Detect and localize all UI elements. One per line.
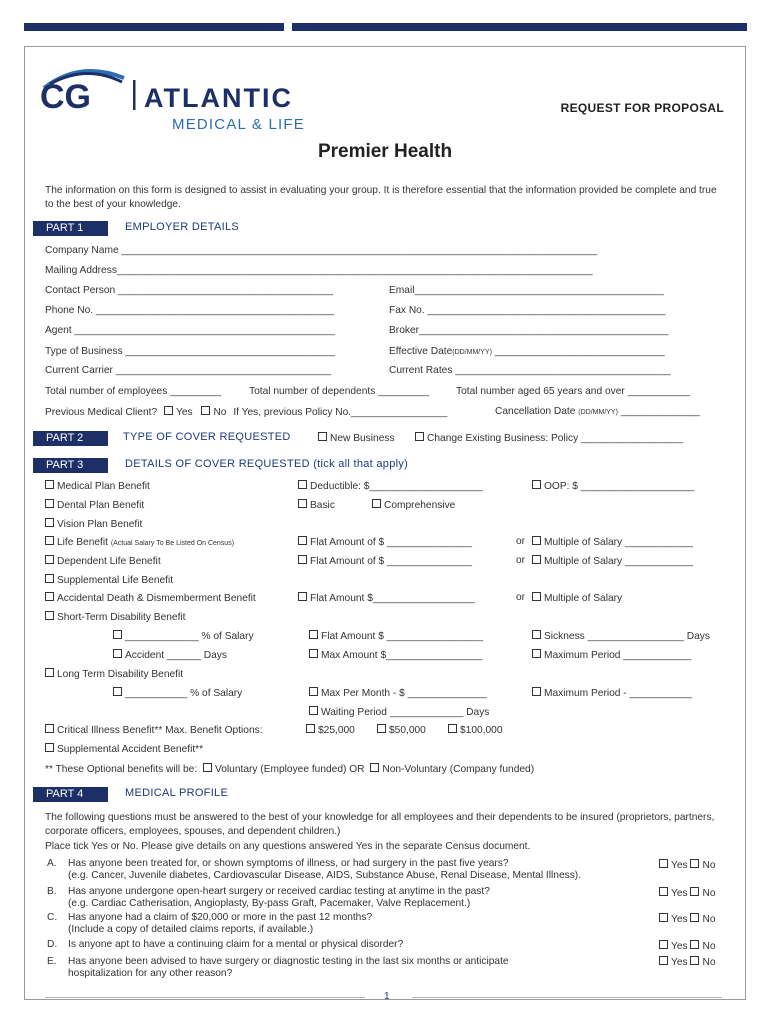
ltd-percent-option[interactable] xyxy=(113,687,242,699)
question-d-yes-label: Yes xyxy=(671,941,688,952)
waiting-period-option[interactable] xyxy=(309,706,489,718)
question-a-yes-checkbox[interactable] xyxy=(659,859,668,868)
current-rates-field[interactable]: Current Rates ______________________________________ xyxy=(389,365,671,376)
question-e-text: Has anyone been advised to have surgery or diagnostic testing in the last six months or anticipate xyxy=(68,956,509,967)
question-c-no-label: No xyxy=(702,914,716,925)
new-business-option[interactable] xyxy=(318,432,395,444)
critical-illness-checkbox[interactable] xyxy=(45,724,54,733)
life-multiple-salary-option[interactable] xyxy=(532,536,693,548)
new-business-label: New Business xyxy=(330,433,395,444)
std-checkbox[interactable] xyxy=(45,611,54,620)
logo-medical-life-text: MEDICAL & LIFE xyxy=(172,116,305,133)
ltd-percent-label: ___________ % of Salary xyxy=(125,688,243,699)
part3-tag: PART 3 xyxy=(33,458,108,473)
accident-checkbox[interactable] xyxy=(113,649,122,658)
effective-date-line: ______________________________ xyxy=(491,346,665,357)
dental-plan-option[interactable] xyxy=(45,499,144,511)
part4-title: MEDICAL PROFILE xyxy=(125,787,229,799)
ltd-percent-checkbox[interactable] xyxy=(113,687,122,696)
previous-client-label: Previous Medical Client? xyxy=(45,407,158,418)
cancellation-format: (DD/MM/YY) xyxy=(578,409,618,416)
dependent-life-checkbox[interactable] xyxy=(45,555,54,564)
max-per-month-label: Max Per Month - $ ______________ xyxy=(321,688,487,699)
question-c-letter: C. xyxy=(47,912,58,923)
previous-client-yes-checkbox[interactable] xyxy=(164,406,173,415)
ltd-option[interactable] xyxy=(45,668,183,680)
question-a-no-label: No xyxy=(702,860,716,871)
part1-tag: PART 1 xyxy=(33,221,108,236)
question-e-answers xyxy=(659,956,716,968)
optional-note: ** These Optional benefits will be: xyxy=(45,764,198,775)
total-dependents-field[interactable]: Total number of dependents _________ xyxy=(249,386,430,397)
email-field[interactable]: Email____________________________________________ xyxy=(389,285,664,296)
option-25000-checkbox[interactable] xyxy=(306,724,315,733)
request-for-proposal-heading: REQUEST FOR PROPOSAL xyxy=(560,101,724,115)
phone-field[interactable]: Phone No. __________________________________________ xyxy=(45,305,334,316)
question-e-note: hospitalization for any other reason? xyxy=(68,968,233,979)
sickness-option[interactable] xyxy=(532,630,710,642)
previous-client-yes-label: Yes xyxy=(175,407,193,418)
medical-plan-option[interactable] xyxy=(45,480,150,492)
question-e-yes-checkbox[interactable] xyxy=(659,956,668,965)
basic-checkbox[interactable] xyxy=(298,499,307,508)
mailing-address-field[interactable]: Mailing Address____________________________________________________________________________________ xyxy=(45,265,593,276)
life-benefit-option[interactable] xyxy=(45,536,234,548)
std-flat-amount-option[interactable] xyxy=(309,630,483,642)
std-label: Short-Term Disability Benefit xyxy=(57,612,186,623)
option-25000-label: $25,000 xyxy=(318,725,355,736)
question-b-note: (e.g. Cardiac Catherisation, Angioplasty, By-pass Graft, Pacemaker, Valve Replacement.) xyxy=(68,898,471,909)
voluntary-checkbox[interactable] xyxy=(203,763,212,772)
dependent-multiple-salary-option[interactable] xyxy=(532,555,693,567)
question-c-yes-checkbox[interactable] xyxy=(659,913,668,922)
accident-option[interactable] xyxy=(113,649,227,661)
medical-plan-label: Medical Plan Benefit xyxy=(57,481,150,492)
logo-atlantic-text: ATLANTIC xyxy=(144,83,293,113)
accident-label: Accident ______ Days xyxy=(125,650,227,661)
supplemental-accident-option[interactable] xyxy=(45,743,203,755)
contact-person-field[interactable]: Contact Person ______________________________________ xyxy=(45,285,334,296)
add-multiple-salary-checkbox[interactable] xyxy=(532,592,541,601)
supplemental-accident-label: Supplemental Accident Benefit** xyxy=(57,744,204,755)
question-d-text: Is anyone apt to have a continuing claim for a mental or physical disorder? xyxy=(68,939,404,950)
question-b-answers xyxy=(659,887,716,899)
deductible-checkbox[interactable] xyxy=(298,480,307,489)
dependent-flat-amount-label: Flat Amount of $ _______________ xyxy=(310,556,472,567)
supplemental-accident-checkbox[interactable] xyxy=(45,743,54,752)
cancellation-line: ______________ xyxy=(617,406,701,417)
cancellation-label: Cancellation Date xyxy=(495,406,576,417)
max-per-month-checkbox[interactable] xyxy=(309,687,318,696)
max-amount-option[interactable] xyxy=(309,649,482,661)
dependent-life-option[interactable] xyxy=(45,555,161,567)
vision-plan-checkbox[interactable] xyxy=(45,518,54,527)
question-c-note: (Include a copy of detailed claims reports, if available.) xyxy=(68,924,314,935)
std-percent-label: _____________ % of Salary xyxy=(125,631,254,642)
option-100000-checkbox[interactable] xyxy=(448,724,457,733)
voluntary-label: Voluntary (Employee funded) OR xyxy=(215,764,365,775)
std-percent-checkbox[interactable] xyxy=(113,630,122,639)
top-bar-left xyxy=(24,23,284,31)
oop-label: OOP: $ ____________________ xyxy=(544,481,695,492)
page-number: 1 xyxy=(384,991,390,1002)
life-flat-amount-checkbox[interactable] xyxy=(298,536,307,545)
cg-atlantic-logo xyxy=(40,62,360,134)
supplemental-life-label: Supplemental Life Benefit xyxy=(57,575,174,586)
deductible-label: Deductible: $____________________ xyxy=(310,481,483,492)
life-benefit-label: Life Benefit xyxy=(57,537,108,548)
medical-plan-checkbox[interactable] xyxy=(45,480,54,489)
change-business-label: Change Existing Business: Policy __________________ xyxy=(427,433,684,444)
previous-client-no-checkbox[interactable] xyxy=(201,406,210,415)
total-aged-field[interactable]: Total number aged 65 years and over ___________ xyxy=(456,386,690,397)
ltd-max-period-label: Maximum Period - ___________ xyxy=(544,688,692,699)
question-c-no-checkbox[interactable] xyxy=(690,913,699,922)
life-or-label: or xyxy=(516,536,526,547)
ltd-label: Long Term Disability Benefit xyxy=(57,669,184,680)
effective-date-format: (DD/MM/YY) xyxy=(452,349,492,356)
ltd-checkbox[interactable] xyxy=(45,668,54,677)
add-flat-amount-label: Flat Amount $__________________ xyxy=(310,593,475,604)
deductible-option[interactable] xyxy=(298,480,483,492)
vision-plan-label: Vision Plan Benefit xyxy=(57,519,143,530)
dependent-multiple-salary-checkbox[interactable] xyxy=(532,555,541,564)
critical-illness-option[interactable] xyxy=(45,724,263,736)
agent-field[interactable]: Agent ______________________________________________ xyxy=(45,325,336,336)
question-c-yes-label: Yes xyxy=(671,914,688,925)
question-b-yes-checkbox[interactable] xyxy=(659,887,668,896)
part4-intro: The following questions must be answered to the best of your knowledge for all employees and their dependents to be insured (proprietors, partners, corporate officers, employees, spouses, and dependent children.) xyxy=(45,812,715,837)
total-employees-field[interactable]: Total number of employees _________ xyxy=(45,386,222,397)
previous-client-row xyxy=(45,406,447,418)
question-a-text: Has anyone been treated for, or shown symptoms of illness, or had surgery in the past five years? xyxy=(68,858,509,869)
oop-checkbox[interactable] xyxy=(532,480,541,489)
comprehensive-label: Comprehensive xyxy=(384,500,456,511)
max-period-label: Maximum Period ____________ xyxy=(544,650,692,661)
question-a-note: (e.g. Cancer, Juvenile diabetes, Cardiovascular Disease, AIDS, Substance Abuse, Renal Disease, Mental Illness). xyxy=(68,870,582,881)
question-b-yes-label: Yes xyxy=(671,888,688,899)
comprehensive-option[interactable] xyxy=(372,499,455,511)
non-voluntary-label: Non-Voluntary (Company funded) xyxy=(382,764,535,775)
question-a-answers xyxy=(659,859,716,871)
option-50000-label: $50,000 xyxy=(389,725,426,736)
dependent-flat-amount-checkbox[interactable] xyxy=(298,555,307,564)
previous-client-no-label: No xyxy=(213,407,227,418)
part3-title: DETAILS OF COVER REQUESTED (tick all that apply) xyxy=(125,458,409,470)
part4-instruction: Place tick Yes or No. Please give details on any questions answered Yes in the separate Census document. xyxy=(45,841,531,852)
question-b-no-checkbox[interactable] xyxy=(690,887,699,896)
life-benefit-note: (Actual Salary To Be Listed On Census) xyxy=(110,540,235,547)
option-100000-label: $100,000 xyxy=(460,725,503,736)
question-c-text: Has anyone had a claim of $20,000 or more in the past 12 months? xyxy=(68,912,373,923)
dependent-or-label: or xyxy=(516,555,526,566)
add-checkbox[interactable] xyxy=(45,592,54,601)
max-amount-label: Max Amount $_________________ xyxy=(321,650,483,661)
question-d-answers xyxy=(659,940,716,952)
add-multiple-salary-label: Multiple of Salary xyxy=(544,593,623,604)
supplemental-life-checkbox[interactable] xyxy=(45,574,54,583)
question-a-letter: A. xyxy=(47,858,57,869)
cancellation-date-field[interactable] xyxy=(495,406,700,417)
option-50000-checkbox[interactable] xyxy=(377,724,386,733)
max-period-checkbox[interactable] xyxy=(532,649,541,658)
change-business-option[interactable] xyxy=(415,432,683,444)
question-b-letter: B. xyxy=(47,886,57,897)
question-b-no-label: No xyxy=(702,888,716,899)
question-a-no-checkbox[interactable] xyxy=(690,859,699,868)
std-flat-amount-checkbox[interactable] xyxy=(309,630,318,639)
optional-benefits-row xyxy=(45,763,534,775)
add-label: Accidental Death & Dismemberment Benefit xyxy=(57,593,256,604)
new-business-checkbox[interactable] xyxy=(318,432,327,441)
life-benefit-checkbox[interactable] xyxy=(45,536,54,545)
critical-illness-label: Critical Illness Benefit** Max. Benefit Options: xyxy=(57,725,263,736)
waiting-period-label: Waiting Period _____________ Days xyxy=(321,707,490,718)
question-c-answers xyxy=(659,913,716,925)
top-bar-right xyxy=(292,23,747,31)
std-flat-amount-label: Flat Amount $ _________________ xyxy=(321,631,484,642)
waiting-period-checkbox[interactable] xyxy=(309,706,318,715)
ltd-max-period-checkbox[interactable] xyxy=(532,687,541,696)
question-a-yes-label: Yes xyxy=(671,860,688,871)
page-title: Premier Health xyxy=(317,141,453,162)
sickness-label: Sickness _________________ Days xyxy=(544,631,710,642)
fax-field[interactable]: Fax No. __________________________________________ xyxy=(389,305,666,316)
question-e-no-checkbox[interactable] xyxy=(690,956,699,965)
question-e-no-label: No xyxy=(702,957,716,968)
max-period-option[interactable] xyxy=(532,649,691,661)
question-e-letter: E. xyxy=(47,956,57,967)
life-flat-amount-label: Flat Amount of $ _______________ xyxy=(310,537,472,548)
basic-label: Basic xyxy=(310,500,335,511)
option-50000[interactable] xyxy=(377,724,426,736)
add-or-label: or xyxy=(516,592,526,603)
question-e-yes-label: Yes xyxy=(671,957,688,968)
change-business-checkbox[interactable] xyxy=(415,432,424,441)
question-b-text: Has anyone undergone open-heart surgery or received cardiac testing at anytime in the past? xyxy=(68,886,490,897)
option-100000[interactable] xyxy=(448,724,503,736)
life-multiple-salary-checkbox[interactable] xyxy=(532,536,541,545)
logo-cg-text: CG xyxy=(40,78,91,116)
add-flat-amount-option[interactable] xyxy=(298,592,475,604)
comprehensive-checkbox[interactable] xyxy=(372,499,381,508)
life-multiple-salary-label: Multiple of Salary ____________ xyxy=(544,537,693,548)
part2-tag: PART 2 xyxy=(33,431,108,446)
dependent-life-label: Dependent Life Benefit xyxy=(57,556,161,567)
current-carrier-field[interactable]: Current Carrier ______________________________________ xyxy=(45,365,332,376)
intro-text: The information on this form is designed to assist in evaluating your group. It is therefore essential that the information provided be complete and true to the best of your knowledge. xyxy=(45,185,717,210)
question-d-letter: D. xyxy=(47,939,58,950)
sickness-checkbox[interactable] xyxy=(532,630,541,639)
dental-plan-label: Dental Plan Benefit xyxy=(57,500,145,511)
option-25000[interactable] xyxy=(306,724,355,736)
vision-plan-option[interactable] xyxy=(45,518,142,530)
add-multiple-salary-option[interactable] xyxy=(532,592,622,604)
basic-option[interactable] xyxy=(298,499,335,511)
max-amount-checkbox[interactable] xyxy=(309,649,318,658)
part4-tag: PART 4 xyxy=(33,787,108,802)
question-d-yes-checkbox[interactable] xyxy=(659,940,668,949)
std-option[interactable] xyxy=(45,611,186,623)
effective-date-field[interactable] xyxy=(389,346,665,357)
add-flat-amount-checkbox[interactable] xyxy=(298,592,307,601)
footer-divider-left xyxy=(45,997,365,998)
part2-title: TYPE OF COVER REQUESTED xyxy=(123,431,291,443)
question-d-no-checkbox[interactable] xyxy=(690,940,699,949)
footer-divider-right xyxy=(412,997,722,998)
dependent-flat-amount-option[interactable] xyxy=(298,555,472,567)
previous-policy-field[interactable]: If Yes, previous Policy No._________________ xyxy=(233,407,448,418)
std-percent-option[interactable] xyxy=(113,630,254,642)
company-name-field[interactable]: Company Name ____________________________________________________________________________________ xyxy=(45,245,598,256)
dental-plan-checkbox[interactable] xyxy=(45,499,54,508)
add-option[interactable] xyxy=(45,592,256,604)
ltd-max-period-option[interactable] xyxy=(532,687,692,699)
life-flat-amount-option[interactable] xyxy=(298,536,472,548)
non-voluntary-checkbox[interactable] xyxy=(370,763,379,772)
type-of-business-field[interactable]: Type of Business _____________________________________ xyxy=(45,346,336,357)
effective-date-label: Effective Date xyxy=(389,346,453,357)
dependent-multiple-salary-label: Multiple of Salary ____________ xyxy=(544,556,693,567)
question-d-no-label: No xyxy=(702,941,716,952)
broker-field[interactable]: Broker____________________________________________ xyxy=(389,325,669,336)
supplemental-life-option[interactable] xyxy=(45,574,173,586)
part1-title: EMPLOYER DETAILS xyxy=(125,221,240,233)
oop-option[interactable] xyxy=(532,480,694,492)
max-per-month-option[interactable] xyxy=(309,687,487,699)
